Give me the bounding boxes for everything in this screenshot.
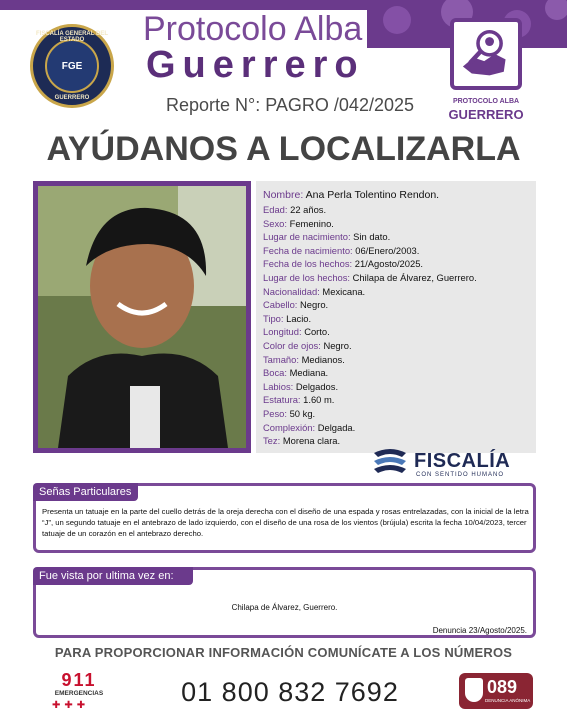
- fiscalia-name: FISCALÍA: [414, 450, 511, 472]
- field-tipo: Tipo: Lacio.: [263, 312, 312, 324]
- fiscalia-emblem-icon: [372, 447, 408, 477]
- field-boca: Boca: Mediana.: [263, 367, 329, 379]
- last-seen-box: [33, 567, 536, 638]
- seal-abbrev: FGE: [61, 61, 83, 72]
- seal-text-bottom: GUERRERO: [54, 95, 90, 101]
- field-labios: Labios: Delgados.: [263, 380, 339, 392]
- field-nombre: Nombre: Ana Perla Tolentino Rendon.: [263, 189, 440, 201]
- field-complexion: Complexión: Delgada.: [263, 421, 356, 433]
- person-details: [256, 181, 536, 453]
- field-tamano: Tamaño: Medianos.: [263, 353, 345, 365]
- field-peso: Peso: 50 kg.: [263, 407, 316, 419]
- shield-icon: [465, 678, 483, 702]
- protocolo-alba-logo: [444, 18, 528, 130]
- senas-text: Presenta un tatuaje en la parte del cuello detrás de la oreja derecha con el diseño de una espada y rosas entrelazadas, con la inicial de la letra “J”, un segundo tatuaje en el antebrazo de lado izquierdo, con el diseño de una rosa de los vientos (brújula) escrita la fecha 10/04/2023, tercer tatuaje de un corazón en el antebrazo derecho.: [42, 507, 529, 538]
- emergency-services-icons: ✚✚✚: [52, 700, 90, 711]
- field-lugar-nacimiento: Lugar de nacimiento: Sin dato.: [263, 231, 391, 243]
- person-photo: [33, 181, 251, 453]
- field-edad: Edad: 22 años.: [263, 204, 327, 215]
- field-fecha-nacimiento: Fecha de nacimiento: 06/Enero/2003.: [263, 244, 420, 256]
- denuncia-089-logo: [459, 673, 533, 709]
- last-seen-title: Fue vista por ultima vez en:: [33, 567, 193, 585]
- denuncia-date: Denuncia 23/Agosto/2025.: [432, 626, 527, 635]
- magnifier-icon: [450, 18, 522, 90]
- e911-label: EMERGENCIAS: [54, 690, 104, 697]
- logo-text-line2: GUERRERO: [448, 107, 524, 122]
- d089-label: DENUNCIA ANÓNIMA: [485, 698, 531, 703]
- field-nacionalidad: Nacionalidad: Mexicana.: [263, 285, 366, 297]
- fiscalia-tagline: CON SENTIDO HUMANO: [416, 472, 505, 478]
- field-cabello: Cabello: Negro.: [263, 299, 329, 311]
- logo-text-line1: PROTOCOLO ALBA: [452, 98, 520, 105]
- fge-seal-logo: [30, 24, 114, 108]
- headline: AYÚDANOS A LOCALIZARLA: [46, 130, 521, 168]
- e911-number: 911: [61, 670, 97, 690]
- d089-number: 089: [487, 677, 518, 697]
- field-longitud: Longitud: Corto.: [263, 326, 330, 338]
- field-fecha-hechos: Fecha de los hechos: 21/Agosto/2025.: [263, 258, 424, 270]
- phone-number[interactable]: 01 800 832 7692: [181, 677, 399, 707]
- emergency-911-logo: [48, 670, 110, 712]
- field-estatura: Estatura: 1.60 m.: [263, 394, 335, 406]
- contact-cta: PARA PROPORCIONAR INFORMACIÓN COMUNÍCATE A LOS NÚMEROS: [54, 645, 513, 660]
- senas-particulares-box: [33, 483, 536, 553]
- title-guerrero: Guerrero: [146, 44, 365, 86]
- last-seen-location: Chilapa de Álvarez, Guerrero.: [231, 603, 338, 612]
- seal-text-top: FISCALÍA GENERAL DEL ESTADO: [35, 31, 108, 43]
- fiscalia-logo: [372, 447, 532, 481]
- field-lugar-hechos: Lugar de los hechos: Chilapa de Álvarez, Guerrero.: [263, 271, 477, 283]
- field-color-ojos: Color de ojos: Negro.: [263, 339, 352, 351]
- field-tez: Tez: Morena clara.: [263, 435, 341, 447]
- report-number: Reporte N°: PAGRO /042/2025: [166, 95, 414, 115]
- senas-title: Señas Particulares: [33, 483, 138, 501]
- title-protocolo-alba: Protocolo Alba: [143, 10, 363, 48]
- field-sexo: Sexo: Femenino.: [263, 217, 334, 229]
